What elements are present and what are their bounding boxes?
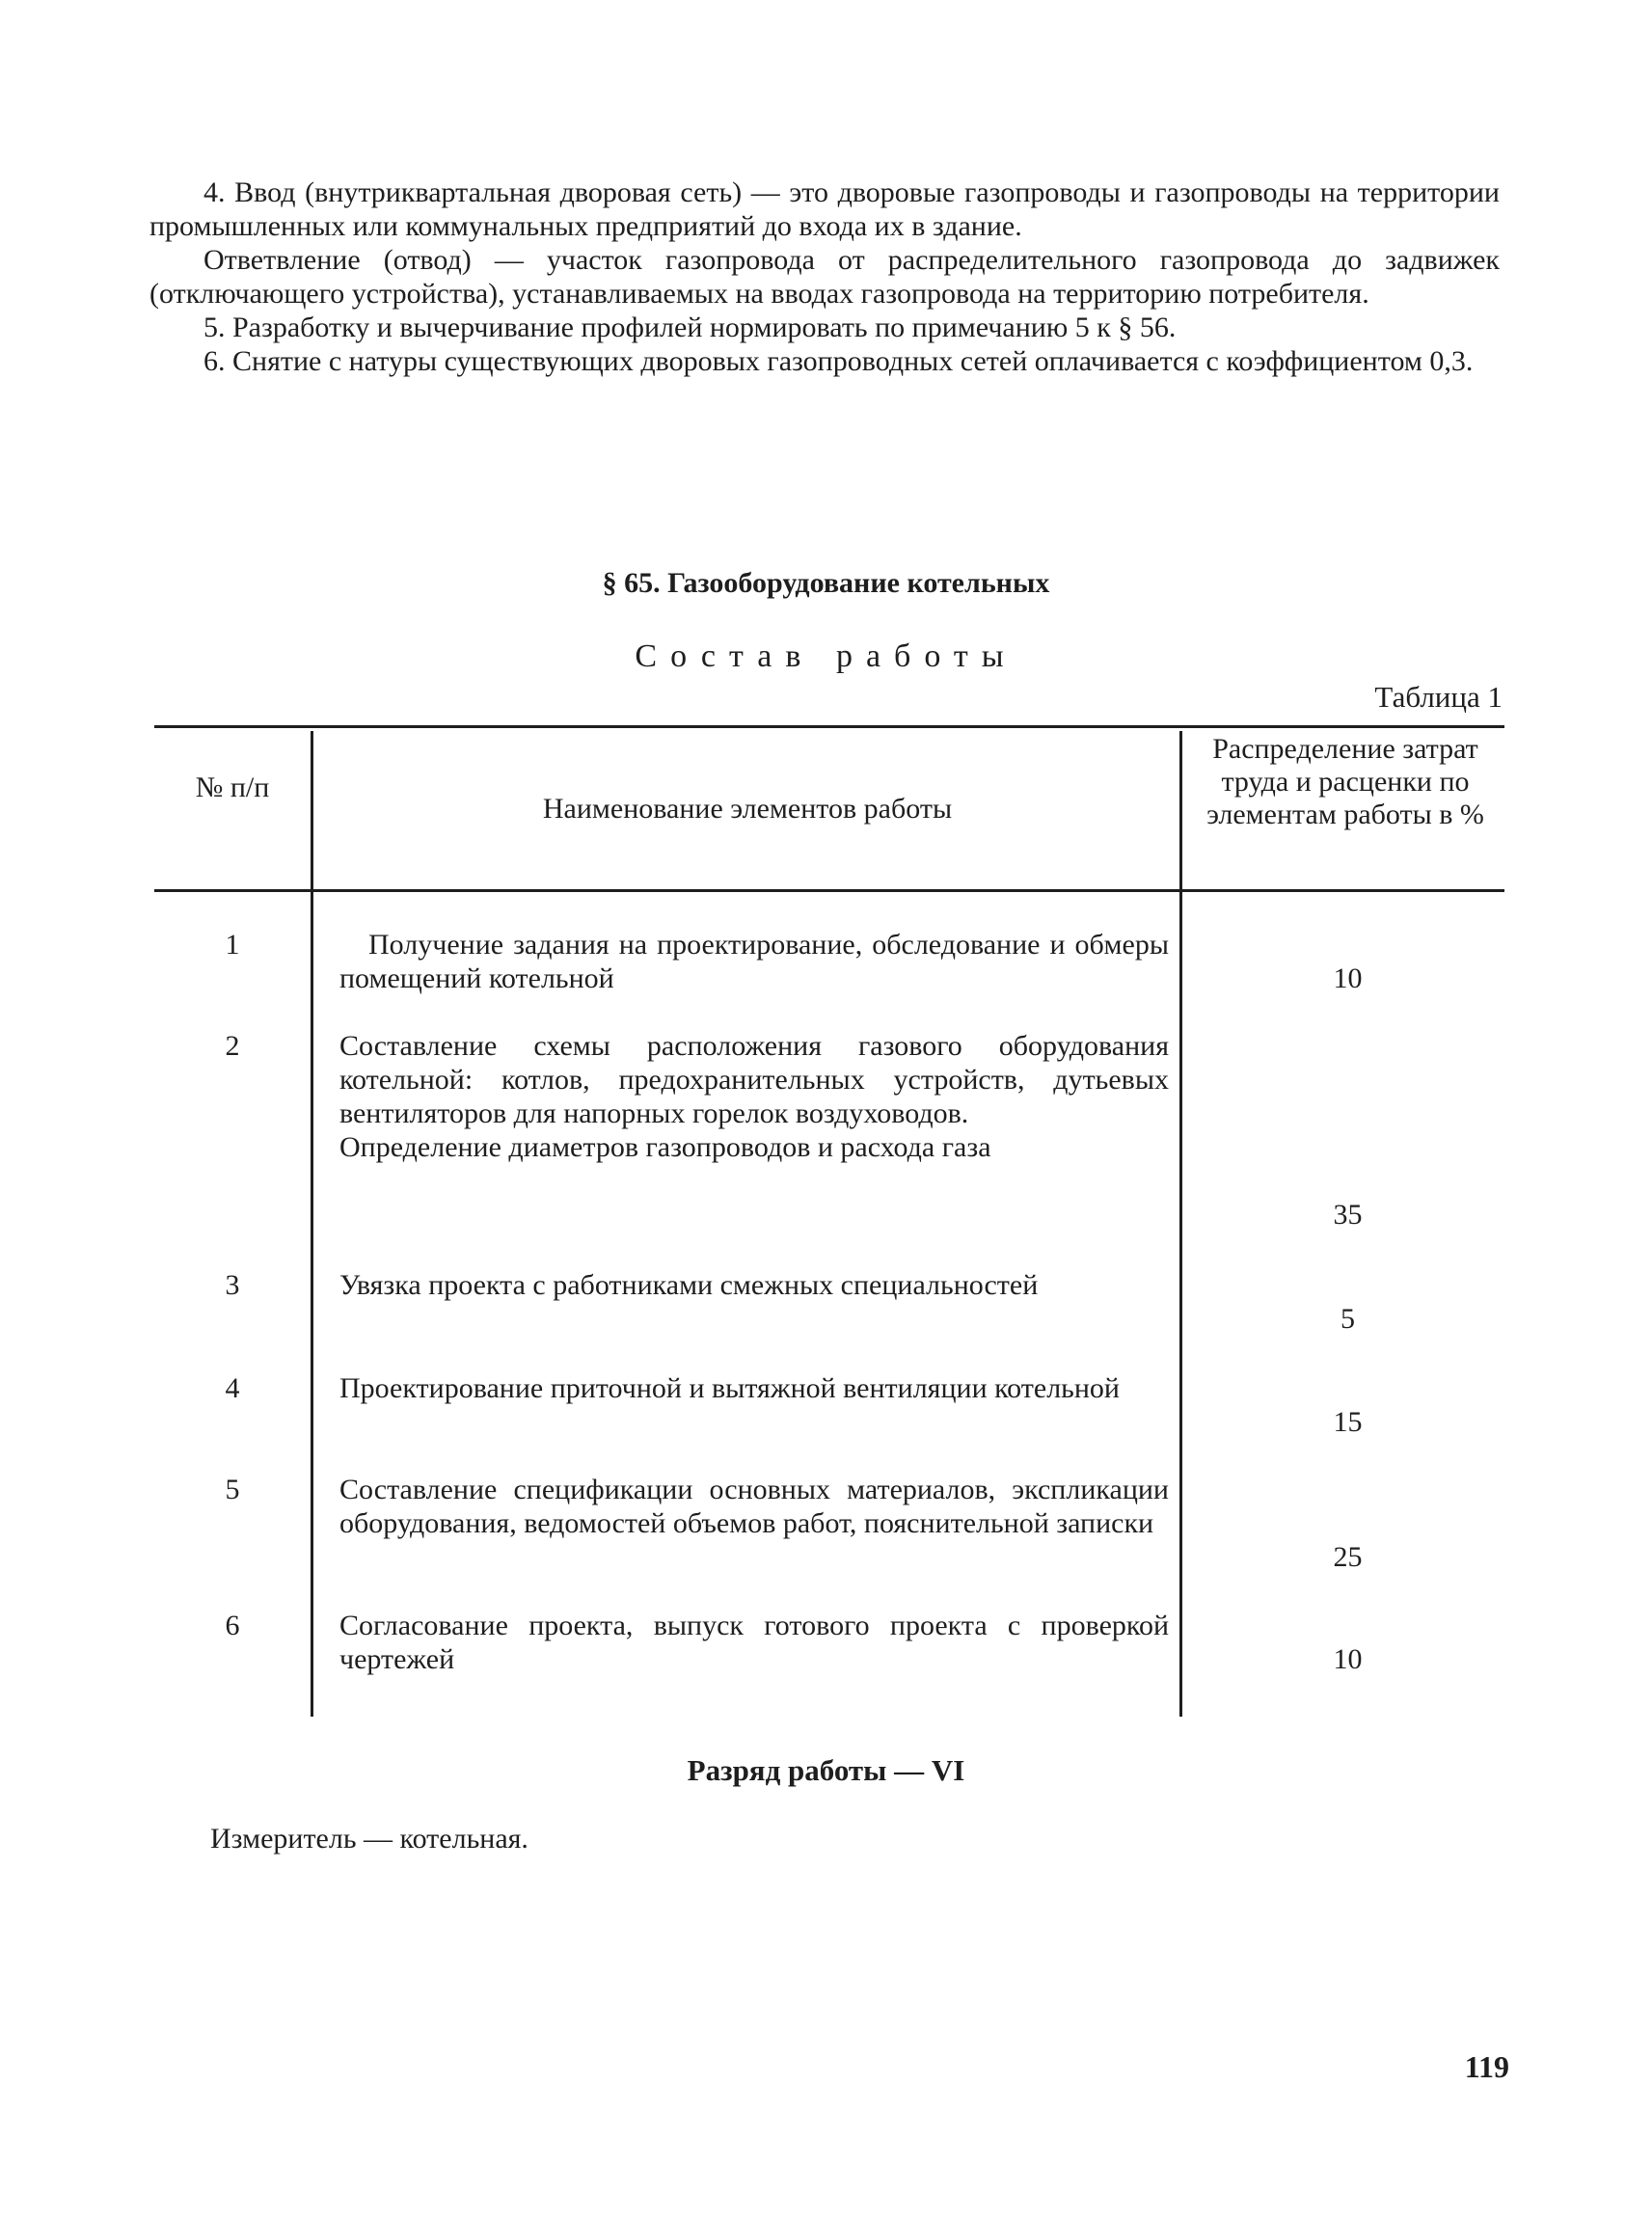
work-rank: Разряд работы — VI: [687, 1753, 965, 1787]
table-label: Таблица 1: [1374, 680, 1503, 714]
header-number: № п/п: [195, 772, 270, 803]
row-text-line: Согласование проекта, выпуск готового проекта с проверкой чертежей: [339, 1610, 1169, 1675]
table-column-divider-1: [311, 731, 313, 1717]
row-share: 10: [1333, 1643, 1363, 1675]
table-subtitle: Состав работы: [635, 638, 1017, 674]
row-text: [339, 1029, 1169, 1164]
row-text-line: Определение диаметров газопроводов и расхода газа: [339, 1131, 991, 1163]
row-number: 5: [225, 1474, 240, 1505]
row-text-line: Составление спецификации основных материалов, экспликации оборудования, ведомостей объемов работ, пояснительной записки: [339, 1474, 1169, 1539]
row-number: 1: [225, 929, 240, 961]
note-4-paragraph: 4. Ввод (внутриквартальная дворовая сеть) — это дворовые газопроводы и газопроводы на территории промышленных или коммунальных предприятий до входа их в здание.: [149, 176, 1500, 242]
row-text: [339, 1473, 1169, 1540]
note-6-paragraph: 6. Снятие с натуры существующих дворовых газопроводных сетей оплачивается с коэффициентом 0,3.: [203, 345, 1474, 377]
row-text-line: Увязка проекта с работниками смежных специальностей: [339, 1269, 1039, 1301]
table-column-divider-2: [1179, 731, 1182, 1717]
row-share: 5: [1341, 1303, 1355, 1335]
measure-unit: Измеритель — котельная.: [210, 1823, 528, 1855]
row-share: 15: [1333, 1406, 1363, 1438]
header-share: Распределение затрат труда и расценки по элементам работы в %: [1206, 733, 1484, 830]
row-share: 10: [1333, 962, 1363, 994]
row-number: 4: [225, 1372, 240, 1404]
page-number: 119: [1464, 2049, 1509, 2084]
row-share: 25: [1333, 1541, 1363, 1573]
section-title: § 65. Газооборудование котельных: [602, 567, 1050, 599]
row-share: 35: [1333, 1199, 1363, 1231]
table-header-rule: [154, 889, 1504, 892]
note-branch-paragraph: Ответвление (отвод) — участок газопровода от распределительного газопровода до задвижек (отключающего устройства), устанавливаемых на вводах газопровода на территорию потребителя.: [149, 244, 1500, 310]
note-5-paragraph: 5. Разработку и вычерчивание профилей нормировать по примечанию 5 к § 56.: [203, 311, 1177, 343]
row-number: 2: [225, 1030, 240, 1062]
table-top-rule: [154, 725, 1504, 728]
notes-block: [149, 176, 1500, 378]
row-number: 6: [225, 1610, 240, 1641]
row-text: [339, 1609, 1169, 1676]
row-text: [339, 1371, 1169, 1405]
row-text-line: Проектирование приточной и вытяжной вентиляции котельной: [339, 1372, 1120, 1404]
row-text-line: Составление схемы расположения газового оборудования котельной: котлов, предохранительных устройств, дутьевых вентиляторов для напорных горелок воздуховодов.: [339, 1030, 1169, 1129]
row-text: [339, 1268, 1169, 1302]
header-name: Наименование элементов работы: [542, 793, 953, 825]
row-text: [339, 928, 1169, 995]
row-text-line: Получение задания на проектирование, обследование и обмеры помещений котельной: [339, 929, 1169, 994]
row-number: 3: [225, 1269, 240, 1301]
